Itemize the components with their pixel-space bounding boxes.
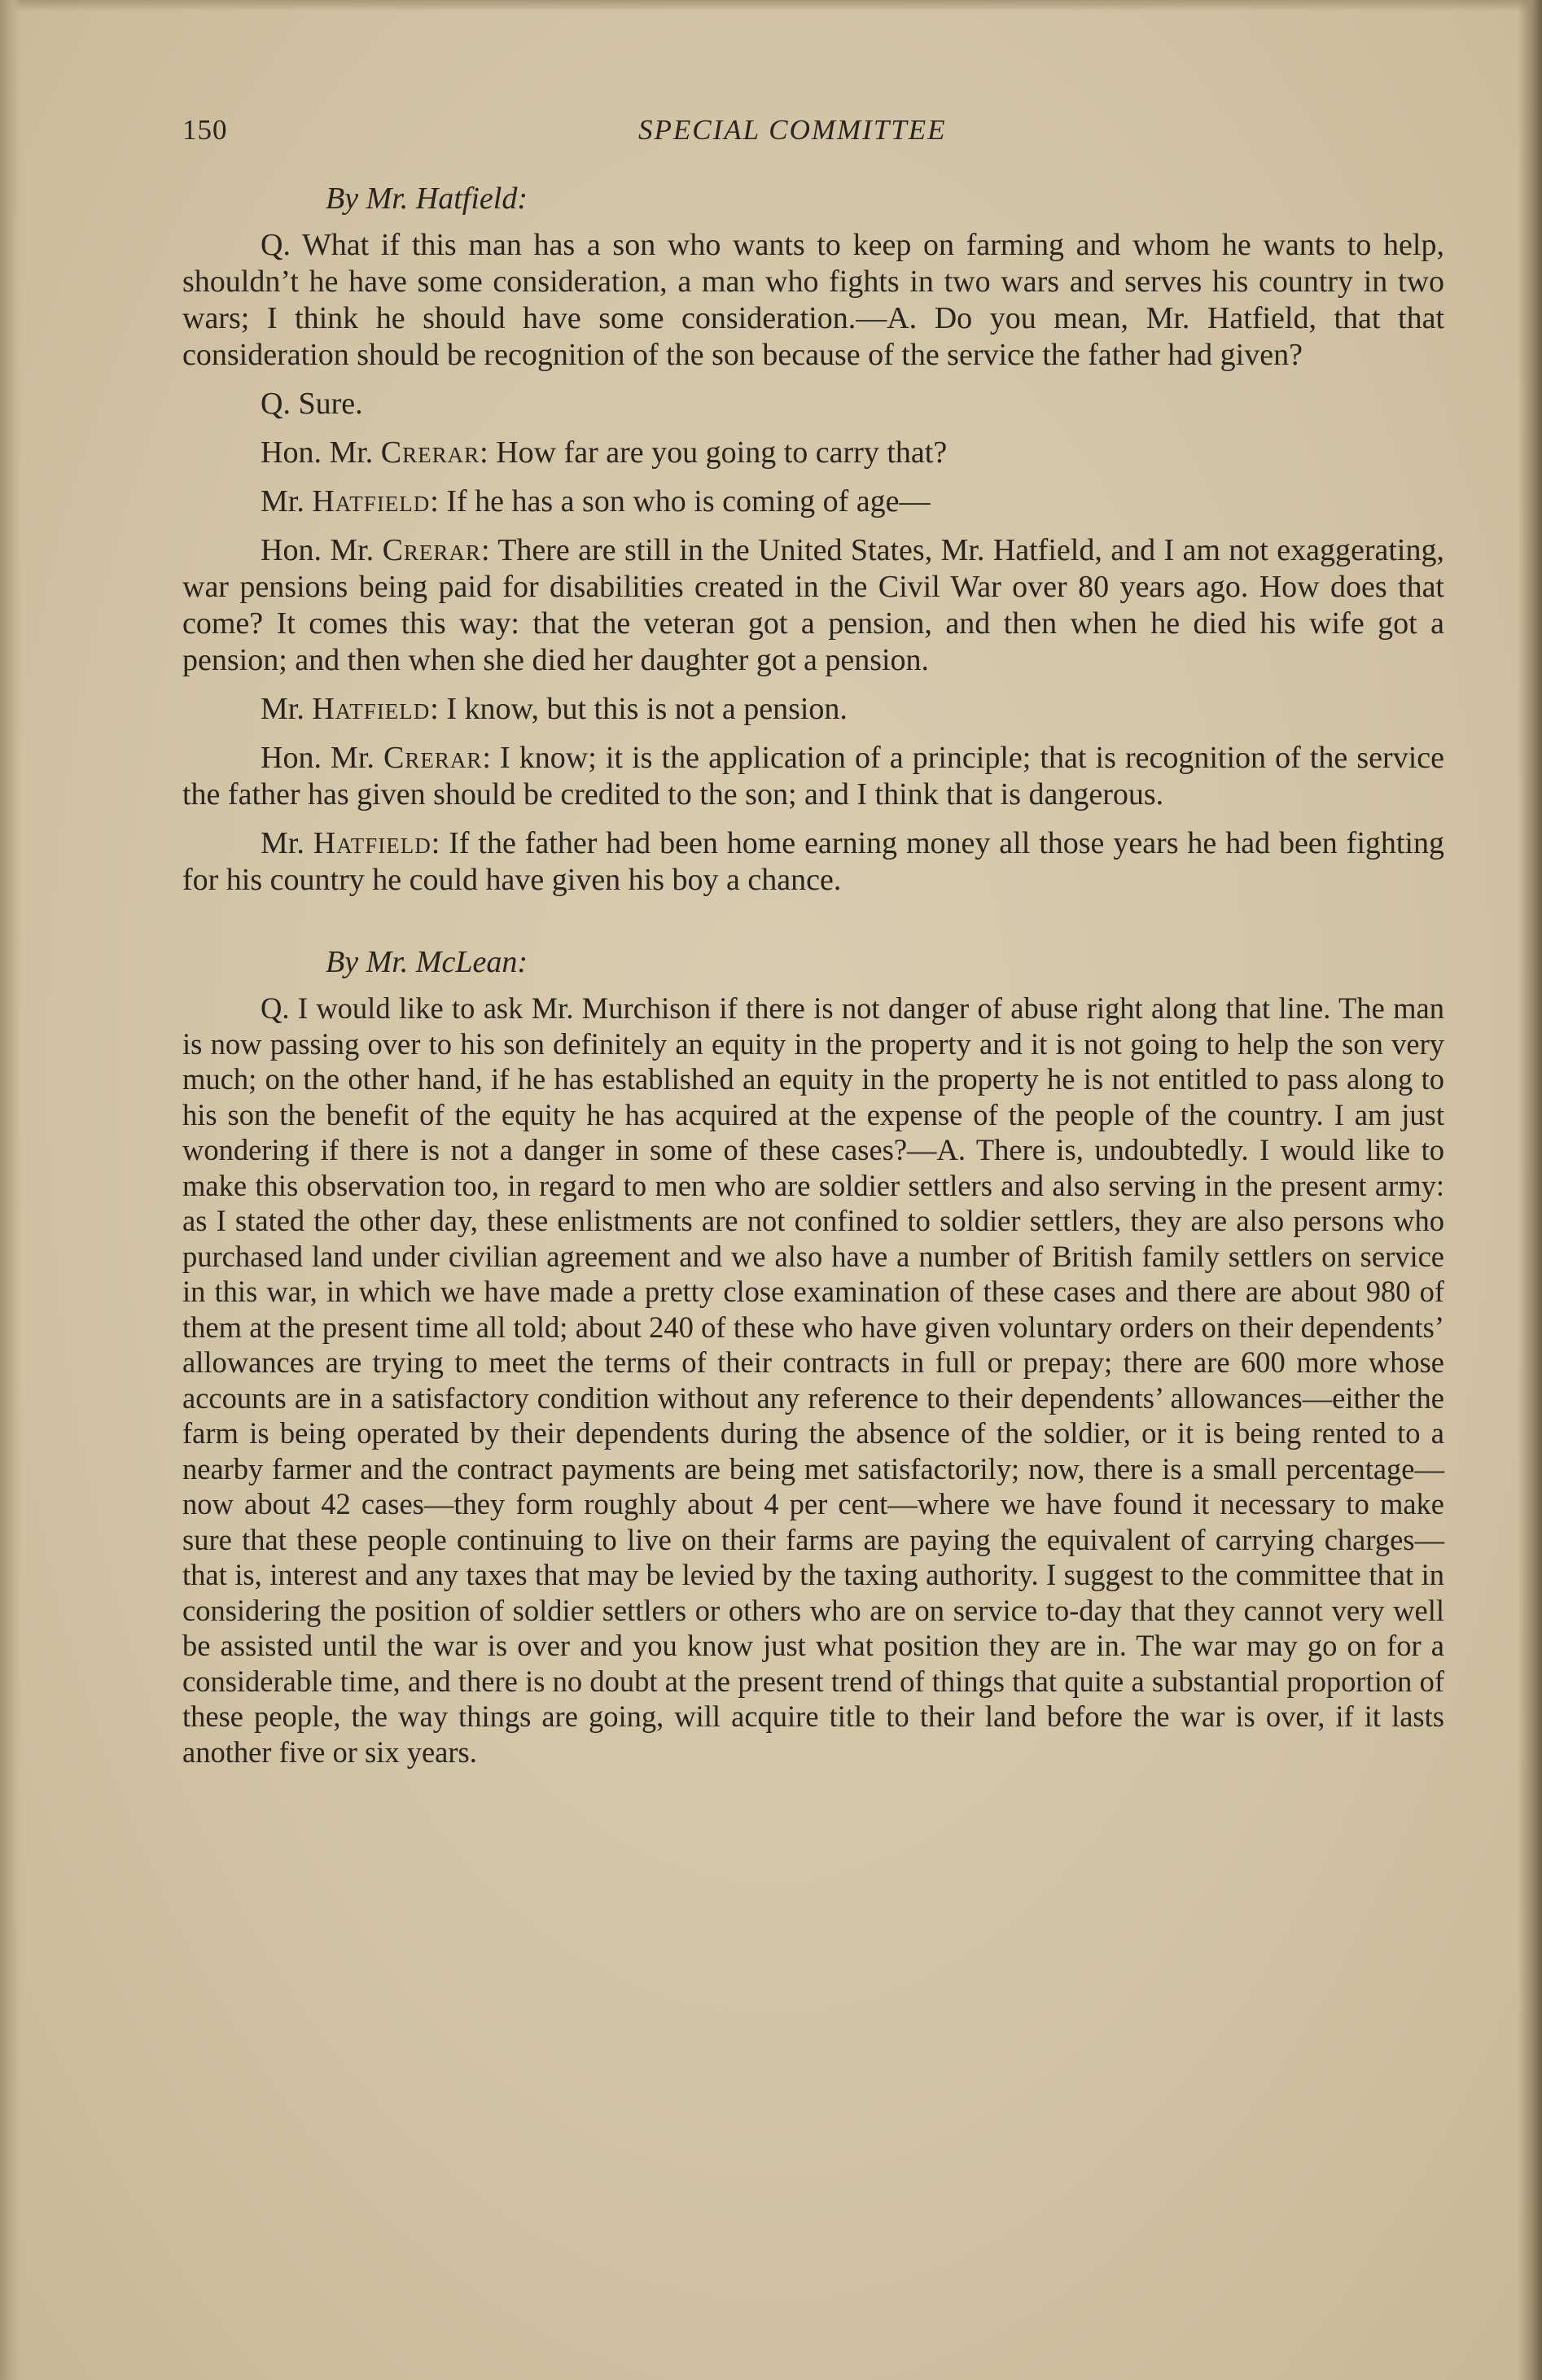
speaker-name: Crerar (383, 741, 483, 775)
speaker-name: Hatfield (312, 484, 431, 518)
page-body (182, 181, 1444, 1782)
page-top-edge (0, 0, 1542, 11)
page-left-edge (0, 0, 21, 2380)
speech-paragraph (182, 532, 1444, 679)
speech-paragraph (182, 740, 1444, 813)
speaker-prefix: Mr. (261, 826, 313, 860)
paragraph-text: Q. Sure. (261, 387, 363, 421)
speech-paragraph (182, 435, 1444, 471)
examiner-heading (182, 944, 1444, 981)
speaker-name: Hatfield (313, 826, 431, 860)
page-binding-edge (1518, 0, 1542, 2380)
examiner-heading-text: By Mr. Hatfield: (326, 182, 528, 216)
speech-text: : How far are you going to carry that? (480, 435, 948, 470)
speaker-prefix: Mr. (261, 484, 313, 518)
speech-paragraph (182, 825, 1444, 899)
speech-text: : I know; it is the application of a principle; that is recognition of the service the father has given should be credited to the son; and I think that is dangerous. (182, 741, 1444, 812)
speech-paragraph (182, 691, 1444, 728)
speaker-name: Crerar (382, 533, 481, 567)
speaker-prefix: Hon. Mr. (261, 435, 381, 470)
examiner-heading-text: By Mr. McLean: (326, 945, 528, 979)
speech-text: : If the father had been home earning money all those years he had been fighting for his country he could have given his boy a chance. (182, 826, 1444, 897)
speaker-name: Hatfield (312, 692, 431, 726)
speaker-name: Crerar (380, 435, 480, 470)
paragraph-text: Q. I would like to ask Mr. Murchison if there is not danger of abuse right along that line. The man is now passing over to his son definitely an equity in the property and it is not going to help the son very much; on the other hand, if he has established an equity in the property he is not entitled to pass along to his son the benefit of the equity he has acquired at the expense of the people of the country. I am just wondering if there is not a danger in some of these cases?—A. There is, undoubtedly. I would like to make this observation too, in regard to men who are soldier settlers and also serving in the present army: as I stated the other day, these enlistments are not confined to soldier settlers, they are also persons who purchased land under civilian agreement and we also have a number of British family settlers on service in this war, in which we have made a pretty close examination of these cases and there are about 980 of them at the present time all told; about 240 of these who have given voluntary orders on their dependents’ allowances are trying to meet the terms of their contracts in full or prepay; there are 600 more whose accounts are in a satisfactory condition without any reference to their dependents’ allowances—either the farm is being operated by their dependents during the absence of the soldier, or it is being rented to a nearby farmer and the contract payments are being met satisfactorily; now, there is a small percentage—now about 42 cases—they form roughly about 4 per cent—where we have found it necessary to make sure that these people continuing to live on their farms are paying the equivalent of carrying charges—that is, interest and any taxes that may be levied by the taxing authority. I suggest to the committee that in considering the position of soldier settlers or others who are on service to-day that they cannot very well be assisted until the war is over and you know just what position they are in. The war may go on for a considerable time, and there is no doubt at the present trend of things that quite a substantial proportion of these people, the way things are going, will acquire title to their land before the war is over, if it lasts another five or six years. (182, 991, 1444, 1769)
question-paragraph (182, 991, 1444, 1770)
page-header (182, 114, 1444, 155)
running-title: SPECIAL COMMITTEE (638, 114, 947, 146)
speech-text: : If he has a son who is coming of age— (430, 484, 931, 518)
speech-text: : There are still in the United States, Mr. Hatfield, and I am not exaggerating, war pensions being paid for disabilities created in the Civil War over 80 years ago. How does that come? It comes this way: that the veteran got a pension, and then when he died his wife got a pension; and then when she died her daughter got a pension. (182, 533, 1444, 677)
page-number: 150 (182, 114, 228, 146)
paragraph-text: Q. What if this man has a son who wants to keep on farming and whom he wants to help, shouldn’t he have some consideration, a man who fights in two wars and serves his country in two wars; I think he should have some consideration.—A. Do you mean, Mr. Hatfield, that that consideration should be recognition of the son because of the service the father had given? (182, 228, 1444, 372)
speaker-prefix: Mr. (261, 692, 313, 726)
question-paragraph (182, 386, 1444, 422)
speaker-prefix: Hon. Mr. (261, 533, 383, 567)
speech-text: : I know, but this is not a pension. (430, 692, 848, 726)
speech-paragraph (182, 483, 1444, 520)
question-paragraph (182, 227, 1444, 374)
speaker-prefix: Hon. Mr. (261, 741, 383, 775)
examiner-heading (182, 181, 1444, 217)
